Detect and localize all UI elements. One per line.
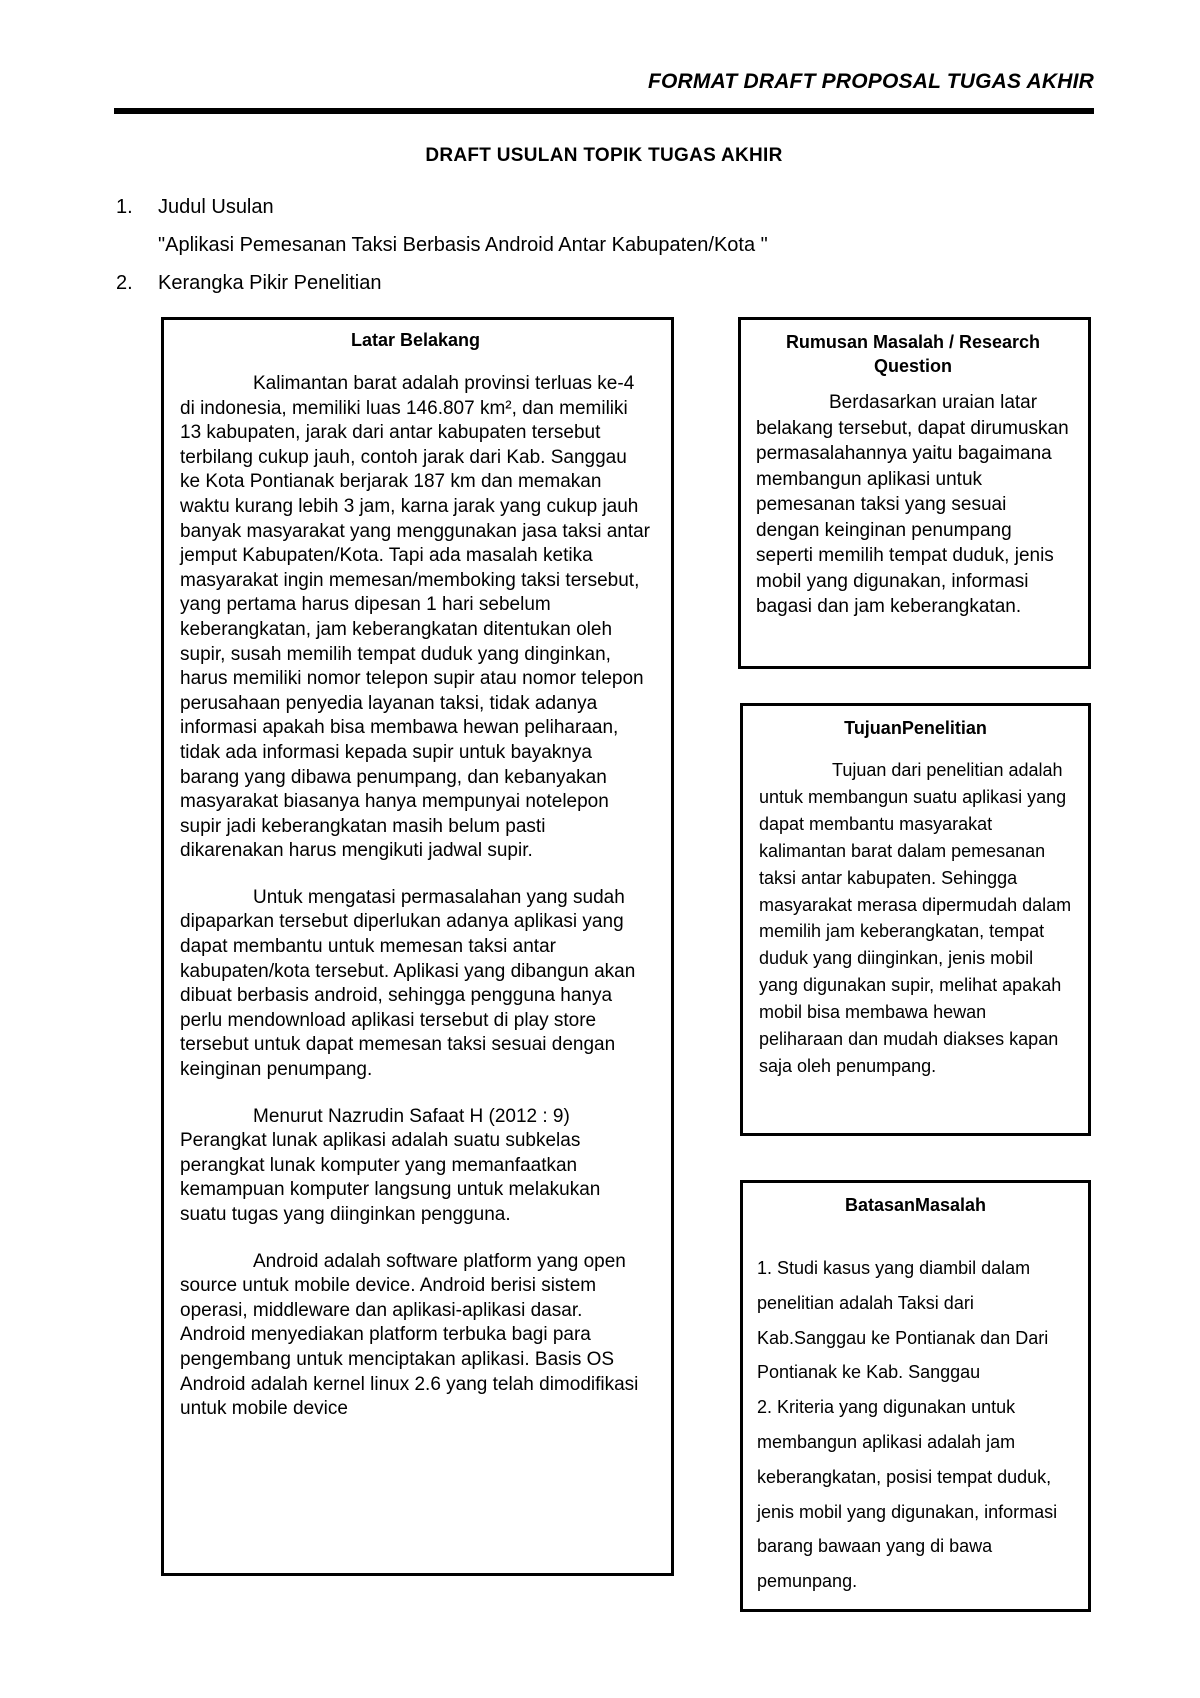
rumusan-paragraph: Berdasarkan uraian latar belakang tersebut, dapat dirumuskan permasalahannya yaitu bagaimana membangun aplikasi untuk pemesanan taksi yang sesuai dengan keinginan penumpang seperti memilih tempat duduk, jenis mobil yang digunakan, informasi bagasi dan jam keberangkatan. <box>756 392 1069 617</box>
list-item-label: Judul Usulan <box>158 196 274 218</box>
list-item-number: 1. <box>116 196 133 218</box>
batasan-point: 1. Studi kasus yang diambil dalam penelitian adalah Taksi dari Kab.Sanggau ke Pontianak dan Dari Pontianak ke Kab. Sanggau <box>757 1258 1049 1383</box>
rumusan-masalah-title: Rumusan Masalah / Research Question <box>785 332 1041 376</box>
latar-paragraph: Menurut Nazrudin Safaat H (2012 : 9) Perangkat lunak aplikasi adalah suatu subkelas perangkat lunak komputer yang memanfaatkan kemampuan komputer langsung untuk melakukan suatu tugas yang diinginkan pengguna. <box>180 1105 601 1225</box>
latar-belakang-box <box>161 317 674 1576</box>
list-item-number: 2. <box>116 272 133 294</box>
tujuan-penelitian-box <box>740 703 1091 1136</box>
tujuan-penelitian-title: TujuanPenelitian <box>844 718 987 738</box>
latar-paragraph: Android adalah software platform yang open source untuk mobile device. Android berisi sistem operasi, middleware dan aplikasi-aplikasi dasar. Android menyediakan platform terbuka bagi para pengembang untuk menciptakan aplikasi. Basis OS Android adalah kernel linux 2.6 yang telah dimodifikasi untuk mobile device <box>180 1250 639 1420</box>
latar-paragraph: Kalimantan barat adalah provinsi terluas ke-4 di indonesia, memiliki luas 146.807 km², dan memiliki 13 kabupaten, jarak dari antar kabupaten tersebut terbilang cukup jauh, contoh jarak dari Kab. Sanggau ke Kota Pontianak berjarak 187 km dan memakan waktu kurang lebih 3 jam, karna jarak yang cukup jauh banyak masyarakat yang menggunakan jasa taksi antar jemput Kabupaten/Kota. Tapi ada masalah ketika masyarakat ingin memesan/memboking taksi tersebut, yang pertama harus dipesan 1 hari sebelum keberangkatan, jam keberangkatan ditentukan oleh supir, susah memilih tempat duduk yang dinginkan, harus memiliki nomor telepon supir atau nomor telepon perusahaan penyedia layanan taksi, tidak adanya informasi apakah bisa membawa hewan peliharaan, tidak ada informasi kepada supir untuk bayaknya barang yang dibawa penumpang, dan kebanyakan masyarakat biasanya hanya mempunyai notelepon supir jadi keberangkatan masih belum pasti dikarenakan harus mengikuti jadwal supir. <box>180 373 650 862</box>
list-item-label: Kerangka Pikir Penelitian <box>158 272 382 294</box>
batasan-masalah-box <box>740 1180 1091 1612</box>
batasan-masalah-title: BatasanMasalah <box>844 1195 987 1215</box>
header-rule <box>114 108 1094 114</box>
document-title: DRAFT USULAN TOPIK TUGAS AKHIR <box>425 145 783 166</box>
tujuan-paragraph: Tujuan dari penelitian adalah untuk membangun suatu aplikasi yang dapat membantu masyarakat kalimantan barat dalam pemesanan taksi antar kabupaten. Sehingga masyarakat merasa dipermudah dalam memilih jam keberangkatan, tempat duduk yang diinginkan, jenis mobil yang digunakan supir, melihat apakah mobil bisa membawa hewan peliharaan dan mudah diakses kapan saja oleh penumpang. <box>759 760 1072 1076</box>
page-header-title: FORMAT DRAFT PROPOSAL TUGAS AKHIR <box>647 70 1094 93</box>
latar-belakang-title: Latar Belakang <box>350 330 481 350</box>
latar-paragraph: Untuk mengatasi permasalahan yang sudah dipaparkan tersebut diperlukan adanya aplikasi yang dapat membantu untuk memesan taksi antar kabupaten/kota tersebut. Aplikasi yang dibangun akan dibuat berbasis android, sehingga pengguna hanya perlu mendownload aplikasi tersebut di play store tersebut untuk dapat memesan taksi sesuai dengan keinginan penumpang. <box>180 886 636 1081</box>
batasan-point: 2. Kriteria yang digunakan untuk membangun aplikasi adalah jam keberangkatan, posisi tempat duduk, jenis mobil yang digunakan, informasi barang bawaan yang di bawa pemunpang. <box>757 1397 1058 1592</box>
judul-text: "Aplikasi Pemesanan Taksi Berbasis Android Antar Kabupaten/Kota " <box>158 234 768 256</box>
rumusan-masalah-box <box>738 317 1091 669</box>
